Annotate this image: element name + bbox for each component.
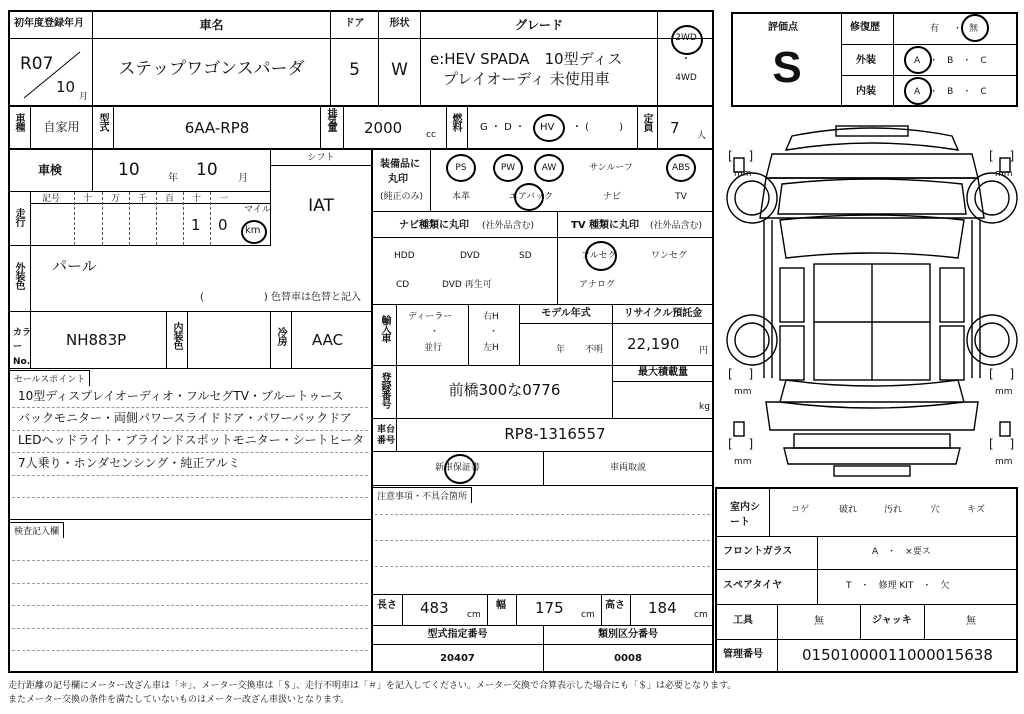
footer-line-2: またメーター交換の条件を満たしていないものはメーター改ざん車扱いとなります。 (8, 695, 350, 705)
digit-cell-divider (156, 192, 157, 245)
recycle-unit: 円 (699, 346, 709, 356)
tire-bracket: [ ] (728, 367, 754, 381)
car-name-label: 車名 (199, 18, 224, 32)
divider (520, 323, 713, 324)
navi-dvd: DVD (460, 251, 480, 261)
divider (166, 312, 167, 368)
divider (9, 245, 271, 246)
equipment-item: サンルーフ (589, 163, 633, 173)
footer-line-1: 走行距離の記号欄にメーター改ざん車は「＊」、メーター交換車は「＄」、走行不明車は「＃」を記入してください。メーター交換で合算表示した場合にも「＄」は必要となります。 (8, 681, 737, 691)
digit-label: 万 (111, 194, 121, 204)
sales-dashed-row (12, 407, 368, 408)
fuel-hv-circle (533, 114, 565, 142)
equipment-item: TV (675, 192, 687, 202)
interior-color-label: 内装色 (171, 322, 182, 349)
tv-note: (社外品含む) (650, 221, 703, 231)
equipment-circle (666, 154, 696, 182)
color-code-label: カラーNo. (13, 328, 32, 367)
inspection-dashed-row (12, 605, 368, 606)
sales-dashed-row (12, 475, 368, 476)
divider (270, 149, 271, 245)
tire-mm-unit: mm (995, 169, 1013, 179)
color-value: パール (52, 257, 97, 275)
type-number-label: 型式指定番号 (427, 629, 488, 640)
grade-line-1: e:HEV SPADA 10型ディス (430, 50, 623, 68)
inspection-dashed-row (12, 583, 368, 584)
divider (716, 604, 1017, 605)
use-value: 自家用 (43, 120, 80, 134)
reg-month-unit: 月 (79, 92, 89, 102)
inspection-year-unit: 年 (168, 173, 178, 184)
inspection-month-unit: 月 (238, 173, 248, 184)
color-code-value: NH883P (66, 331, 127, 349)
drive-dot: ・ (681, 54, 691, 65)
capacity-label: 定員 (641, 113, 652, 131)
drive-2wd-circle (671, 25, 703, 55)
fuel-label: 燃料 (450, 113, 461, 131)
inspection-dashed-row (12, 650, 368, 651)
specs-row-bottom (9, 148, 713, 150)
fuel-tail: ・ ( ) (572, 122, 623, 133)
header-row-divider (9, 38, 713, 39)
import-left-h: 左H (483, 343, 499, 353)
windshield-options: A ・ ×要ス (872, 547, 931, 557)
shift-value: IAT (308, 196, 334, 216)
interior-sheet-item: 穴 (930, 505, 940, 515)
control-number-label: 管理番号 (723, 649, 763, 660)
divider (9, 191, 271, 192)
class-number-label: 類別区分番号 (598, 629, 658, 640)
registration-value: 前橋300な0776 (448, 381, 561, 399)
caution-tag: 注意事項・不具合箇所 (373, 487, 472, 503)
interior-sheet-item: 破れ (838, 505, 857, 515)
navi-dvd-play: DVD 再生可 (442, 280, 492, 290)
divider (271, 165, 371, 166)
equipment-circle (446, 154, 476, 182)
capacity-unit: 人 (697, 131, 707, 141)
evaluation-score: S (772, 43, 802, 92)
tv-analog: アナログ (579, 280, 616, 290)
height-label: 高さ (605, 600, 625, 611)
mileage-label: 走行 (13, 208, 24, 226)
tire-bracket: [ ] (728, 149, 754, 163)
width-label: 幅 (496, 600, 506, 611)
divider (657, 11, 658, 105)
divider (320, 106, 321, 148)
navi-sd: SD (519, 251, 532, 261)
width-unit: cm (581, 610, 595, 620)
digit-label: 千 (138, 194, 148, 204)
inspection-entry-tag: 検査記入欄 (10, 522, 64, 538)
mileage-code-label: 記号 (42, 194, 61, 204)
model-value: 6AA-RP8 (184, 119, 250, 137)
equipment-sub: (純正のみ) (380, 192, 424, 202)
reg-date-label: 初年度登録年月 (14, 18, 84, 29)
warranty-circle (444, 454, 476, 484)
color-label: 外装色 (13, 262, 24, 289)
inspection-label: 車検 (38, 163, 63, 177)
length-value: 483 (420, 599, 449, 617)
displacement-value: 2000 (364, 119, 403, 137)
tools-label: 工具 (733, 615, 753, 626)
sales-dashed-row (12, 497, 368, 498)
inspection-dashed-row (12, 560, 368, 561)
digit-cell-divider (102, 192, 103, 245)
door-label: ドア (344, 18, 365, 29)
grade-line-2: プレイオーディ 未使用車 (443, 70, 610, 88)
digit-cell-divider (129, 192, 130, 245)
mileage-digit: 0 (218, 216, 228, 234)
tv-fullseg-circle (585, 241, 617, 271)
tire-mm-unit: mm (734, 457, 752, 467)
divider (30, 312, 31, 368)
divider (343, 106, 344, 148)
divider (9, 311, 371, 312)
divider (777, 605, 778, 672)
airbag-circle (514, 183, 544, 211)
inspection-year: 10 (118, 160, 140, 180)
digit-label: 十 (83, 194, 93, 204)
divider (468, 305, 469, 365)
import-dealer: ディーラー (408, 312, 453, 322)
chassis-value: RP8-1316557 (504, 425, 606, 443)
tire-bracket: [ ] (728, 437, 754, 451)
divider (92, 106, 93, 148)
header-row-bottom (9, 105, 713, 107)
control-number-value: 01501000011000015638 (802, 646, 993, 664)
repair-no-circle (961, 14, 989, 42)
equipment-label-line2: 丸印 (388, 174, 408, 185)
divider (372, 418, 713, 419)
tire-bracket: [ ] (989, 149, 1015, 163)
sales-point-line: 10型ディスプレイオーディオ・フルセグTV・ブルートゥース (18, 389, 344, 403)
windshield-label: フロントガラス (723, 546, 793, 557)
divider (372, 237, 713, 238)
mile-label: マイル (244, 205, 271, 215)
model-label: 型式 (97, 113, 108, 131)
door-value: 5 (349, 60, 360, 80)
divider (716, 639, 1017, 640)
interior-options: A ・ B ・ C (914, 87, 987, 97)
caution-dashed-row (375, 566, 710, 567)
ac-value: AAC (312, 331, 344, 349)
divider (716, 536, 1017, 537)
fuel-hv: HV (540, 122, 555, 133)
sales-point-line: バックモニター・両側パワースライドドア・パワーバックドア (18, 411, 352, 425)
sales-point-line: LEDヘッドライト・ブラインドスポットモニター・シートヒータ (18, 433, 365, 447)
drive-2wd: 2WD (675, 33, 697, 43)
reg-month: 10 (56, 78, 76, 96)
navi-note: (社外品含む) (482, 221, 535, 231)
divider (446, 106, 447, 148)
equipment-item: ナビ (602, 192, 621, 202)
interior-sheet-item: 汚れ (883, 505, 902, 515)
equipment-item: AW (541, 163, 557, 173)
interior-sheet-item: コゲ (790, 505, 809, 515)
divider (842, 75, 1017, 76)
divider (769, 488, 770, 536)
tire-bracket: [ ] (989, 437, 1015, 451)
recycle-value: 22,190 (627, 335, 680, 353)
height-unit: cm (694, 610, 708, 620)
divider (601, 595, 602, 625)
tv-label: TV 種類に丸印 (571, 220, 640, 231)
sales-dashed-row (12, 430, 368, 431)
divider (613, 381, 713, 382)
manual-doc: 車両取説 (609, 463, 646, 473)
ac-label: 冷房 (275, 327, 286, 345)
tire-mm-unit: mm (734, 387, 752, 397)
divider (893, 13, 894, 106)
equipment-circle (534, 154, 564, 182)
divider (9, 368, 371, 369)
equipment-item: ABS (672, 163, 690, 173)
tv-oneseg: ワンセグ (651, 251, 688, 261)
interior-sheet-item: キズ (967, 505, 985, 515)
divider (372, 365, 713, 366)
import-right-h: 右H (483, 312, 499, 322)
digit-cell-divider (183, 192, 184, 245)
repair-dot: ・ (953, 24, 963, 34)
repair-yes: 有 (930, 24, 940, 34)
inspection-dashed-row (12, 628, 368, 629)
digit-cell-divider (74, 192, 75, 245)
divider (841, 13, 842, 106)
model-year-unknown: 不明 (585, 345, 604, 355)
divider (372, 594, 713, 595)
divider (31, 203, 270, 204)
exterior-options: A ・ B ・ C (914, 56, 987, 66)
navi-cd: CD (396, 280, 410, 290)
tools-value: 無 (814, 616, 824, 627)
exterior-label: 外装 (856, 55, 876, 66)
shift-label: シフト (307, 153, 335, 163)
drive-4wd: 4WD (675, 73, 697, 83)
import-dot: ・ (430, 327, 440, 337)
divider (467, 106, 468, 148)
divider (630, 595, 631, 625)
length-unit: cm (467, 610, 481, 620)
divider (657, 106, 658, 148)
divider (557, 211, 558, 304)
digit-label: 一 (219, 194, 229, 204)
tire-bracket: [ ] (989, 367, 1015, 381)
equipment-item: エアバック (508, 192, 554, 202)
recycle-label: リサイクル預託金 (623, 308, 703, 319)
mileage-digit: 1 (191, 216, 201, 234)
tire-mm-unit: mm (995, 387, 1013, 397)
divider (372, 304, 713, 305)
km-label: km (245, 225, 261, 236)
width-value: 175 (535, 599, 564, 617)
repair-no: 無 (969, 24, 979, 34)
divider (270, 312, 271, 368)
car-name-value: ステップワゴンスパーダ (118, 59, 305, 79)
tire-mm-unit: mm (734, 169, 752, 179)
equipment-label-line1: 装備品に (380, 159, 420, 170)
displacement-unit: cc (426, 130, 436, 140)
divider (372, 211, 713, 212)
divider (396, 305, 397, 365)
divider (637, 106, 638, 148)
color-note: ( ) 色替車は色替と記入 (200, 292, 361, 303)
equipment-circle (493, 154, 523, 182)
divider (817, 537, 818, 604)
max-load-unit: kg (699, 402, 710, 412)
evaluation-label: 評価点 (768, 22, 798, 33)
inspection-month: 10 (196, 160, 218, 180)
divider (30, 246, 31, 311)
reg-era: R07 (20, 54, 54, 74)
use-label: 車種 (13, 113, 24, 131)
digit-cell-divider (210, 192, 211, 245)
shape-value: W (391, 60, 408, 80)
navi-label: ナビ種類に丸印 (399, 220, 469, 231)
divider (716, 569, 1017, 570)
digit-label: 百 (165, 194, 175, 204)
model-year-unit: 年 (556, 345, 566, 355)
max-load-label: 最大積載量 (638, 367, 688, 378)
length-label: 長さ (377, 600, 397, 611)
repair-label: 修復歴 (850, 22, 880, 33)
spare-tire-label: スペアタイヤ (723, 580, 783, 591)
tv-fullseg: フルセグ (581, 251, 617, 261)
displacement-label: 排気量 (325, 108, 336, 129)
divider (372, 644, 713, 645)
tire-mm-unit: mm (995, 457, 1013, 467)
type-number-value: 20407 (440, 653, 475, 664)
divider (372, 485, 713, 486)
navi-hdd: HDD (394, 251, 415, 261)
sales-point-tag: セールスポイント (10, 370, 90, 386)
class-number-value: 0008 (614, 653, 642, 664)
equipment-item: PW (500, 163, 516, 173)
divider (291, 312, 292, 368)
jack-value: 無 (966, 616, 976, 627)
jack-label: ジャッキ (872, 615, 912, 626)
interior-a-circle (904, 77, 932, 105)
exterior-a-circle (904, 46, 932, 74)
divider (860, 605, 861, 639)
warranty-doc: 新車保証書 (434, 463, 480, 473)
sales-point-line: 7人乗り・ホンダセンシング・純正アルミ (18, 456, 240, 470)
fuel-options: G ・ D ・ (480, 122, 525, 133)
import-parallel: 並行 (424, 343, 443, 353)
sales-dashed-row (12, 452, 368, 453)
import-dot-2: ・ (489, 327, 499, 337)
caution-dashed-row (375, 514, 710, 515)
divider (187, 312, 188, 368)
model-year-label: モデル年式 (541, 308, 591, 319)
divider (487, 595, 488, 625)
equipment-item: 本革 (451, 192, 470, 202)
equipment-item: PS (455, 163, 467, 173)
chassis-label: 車台番号 (377, 425, 396, 446)
divider (842, 44, 1017, 45)
import-label: 輸入車 (379, 315, 390, 342)
spare-tire-options: T ・ 修理 KIT ・ 欠 (846, 581, 950, 591)
caution-dashed-row (375, 540, 710, 541)
km-circle (241, 220, 267, 244)
registration-label: 登録番号 (379, 372, 390, 408)
reg-slash (18, 46, 88, 102)
capacity-value: 7 (670, 119, 680, 137)
grade-label: グレード (514, 18, 563, 32)
height-value: 184 (648, 599, 677, 617)
divider (402, 595, 403, 625)
digit-label: 十 (192, 194, 202, 204)
divider (92, 149, 93, 191)
divider (516, 595, 517, 625)
shape-label: 形状 (389, 18, 410, 29)
interior-label: 内装 (856, 86, 876, 97)
divider (30, 191, 31, 245)
car-diagram (722, 118, 1022, 488)
interior-sheet-label: 室内シート (730, 502, 760, 528)
divider (9, 519, 371, 520)
